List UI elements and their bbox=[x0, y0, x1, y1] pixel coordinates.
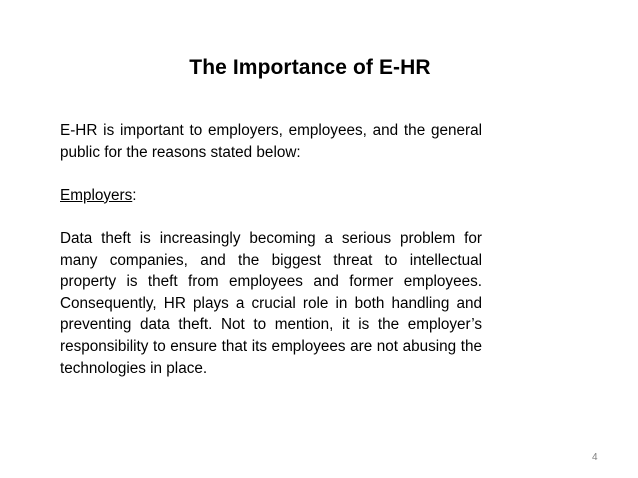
page-number: 4 bbox=[592, 452, 598, 463]
section-heading-text: Employers bbox=[60, 186, 133, 204]
section-heading-colon: : bbox=[132, 186, 137, 204]
intro-paragraph: E-HR is important to employers, employees, and the general public for the reasons stated below: bbox=[60, 122, 482, 161]
section-heading bbox=[60, 185, 482, 207]
slide-body bbox=[60, 120, 482, 379]
slide-title: The Importance of E-HR bbox=[189, 56, 431, 79]
employers-paragraph: Data theft is increasingly becoming a serious problem for many companies, and the biggest threat to intellectual property is theft from employees and former employees. Consequently, HR plays a crucial role in both handling and preventing data theft. Not to mention, it is the employer’s responsibility to ensure that its employees are not abusing the technologies in place. bbox=[60, 229, 482, 377]
